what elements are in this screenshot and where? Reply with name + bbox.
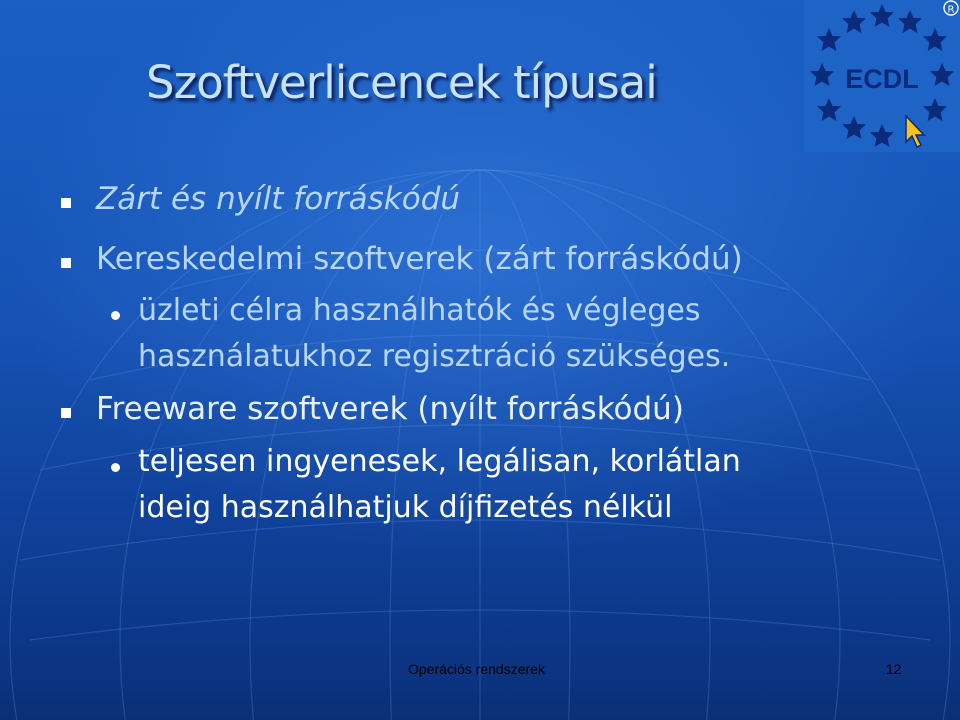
square-bullet-icon <box>61 258 71 268</box>
slide-title: Szoftverlicencek típusai <box>146 56 657 109</box>
square-bullet-icon <box>61 408 71 418</box>
square-bullet-icon <box>61 198 71 208</box>
bullet-level2-text-line2: használatukhoz regisztráció szükséges. <box>138 339 731 374</box>
bullet-level2-text-line1: üzleti célra használhatók és végleges <box>138 293 701 328</box>
round-bullet-icon <box>111 463 120 472</box>
bullet-level2-text-line1: teljesen ingyenesek, legálisan, korlátlan <box>138 444 741 479</box>
registered-mark: R <box>947 4 955 16</box>
bullet-level1-text: Zárt és nyílt forráskódú <box>96 181 461 217</box>
bullet-level1-text: Kereskedelmi szoftverek (zárt forráskódú) <box>96 241 743 277</box>
round-bullet-icon <box>111 311 120 320</box>
ecdl-logo-text: ECDL <box>845 64 919 94</box>
page-number: 12 <box>886 661 902 677</box>
footer-title: Operációs rendszerek <box>408 661 545 677</box>
bullet-level2-text-line2: ideig használhatjuk díjfizetés nélkül <box>138 490 673 525</box>
bullet-level1-text: Freeware szoftverek (nyílt forráskódú) <box>96 391 684 427</box>
